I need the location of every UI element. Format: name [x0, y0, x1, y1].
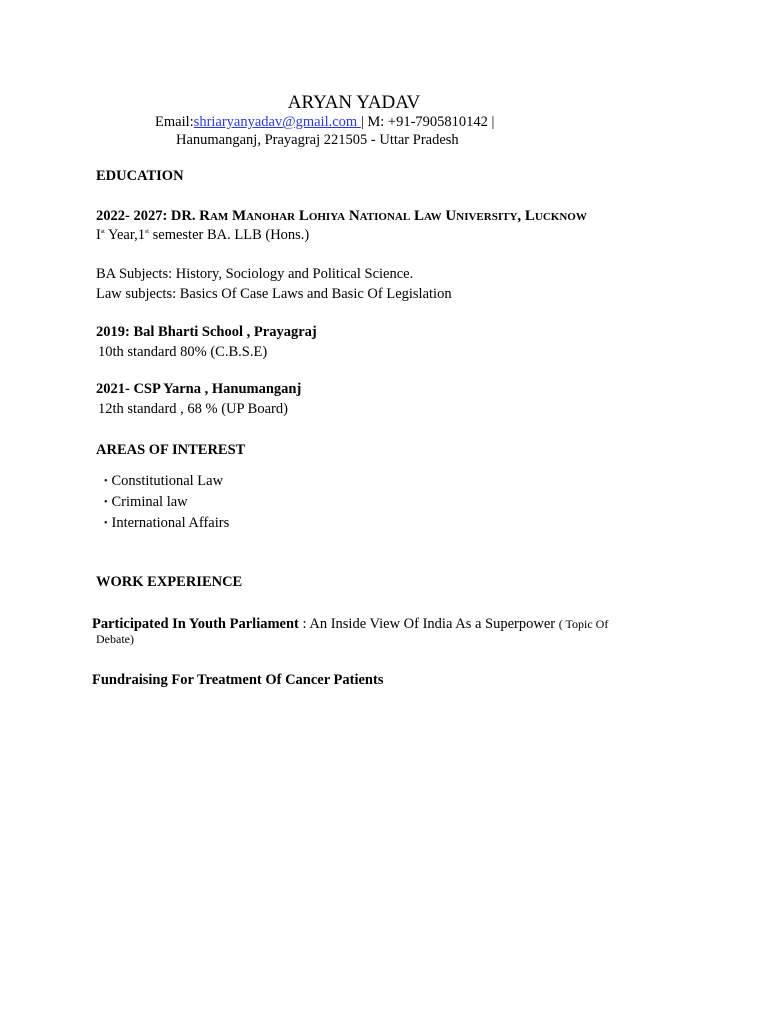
- semester-text: semester BA. LLB (Hons.): [148, 227, 310, 243]
- address-line: Hanumanganj, Prayagraj 221505 - Uttar Pradesh: [176, 132, 459, 148]
- email-link[interactable]: shriaryanyadav@gmail.com: [193, 114, 361, 130]
- candidate-name: ARYAN YADAV: [287, 92, 421, 113]
- work-item-1-text: : An Inside View Of India As a Superpower: [298, 616, 559, 632]
- university-name: Ram Manohar Lohiya National Law University, Lucknow: [199, 208, 587, 224]
- interests-list: [104, 471, 229, 534]
- year-ordinal: st: [100, 229, 105, 235]
- ba-subjects: BA Subjects: History, Sociology and Political Science.: [96, 266, 414, 282]
- list-item: • Constitutional Law: [104, 471, 229, 492]
- semester-ordinal: st: [144, 229, 149, 235]
- work-item-1-note: ( Topic Of: [558, 617, 609, 631]
- email-label: Email:: [155, 114, 194, 130]
- university-years: 2022- 2027: DR.: [96, 208, 200, 224]
- work-item-2: Fundraising For Treatment Of Cancer Patients: [92, 672, 384, 688]
- school1-title: 2019: Bal Bharti School , Prayagraj: [96, 324, 317, 340]
- work-item-1-title: Participated In Youth Parliament: [92, 616, 299, 632]
- education-heading: EDUCATION: [96, 168, 184, 184]
- list-item: • Criminal law: [104, 492, 229, 513]
- work-item-1-note-cont: Debate): [96, 632, 134, 646]
- work-heading: WORK EXPERIENCE: [96, 574, 243, 590]
- year-text: Year,1: [104, 227, 145, 243]
- contact-line: [155, 114, 494, 131]
- law-subjects: Law subjects: Basics Of Case Laws and Basic Of Legislation: [96, 286, 452, 302]
- work-item-1: [92, 616, 608, 633]
- year-number: I: [96, 227, 101, 243]
- school2-title: 2021- CSP Yarna , Hanumanganj: [96, 381, 302, 397]
- school1-detail: 10th standard 80% (C.B.S.E): [98, 344, 268, 360]
- school2-detail: 12th standard , 68 % (UP Board): [98, 401, 288, 417]
- interests-heading: AREAS OF INTEREST: [96, 442, 246, 458]
- list-item: • International Affairs: [104, 513, 229, 534]
- course-line: [96, 227, 309, 244]
- phone-number: | M: +91-7905810142 |: [360, 114, 495, 130]
- university-line: [96, 208, 587, 225]
